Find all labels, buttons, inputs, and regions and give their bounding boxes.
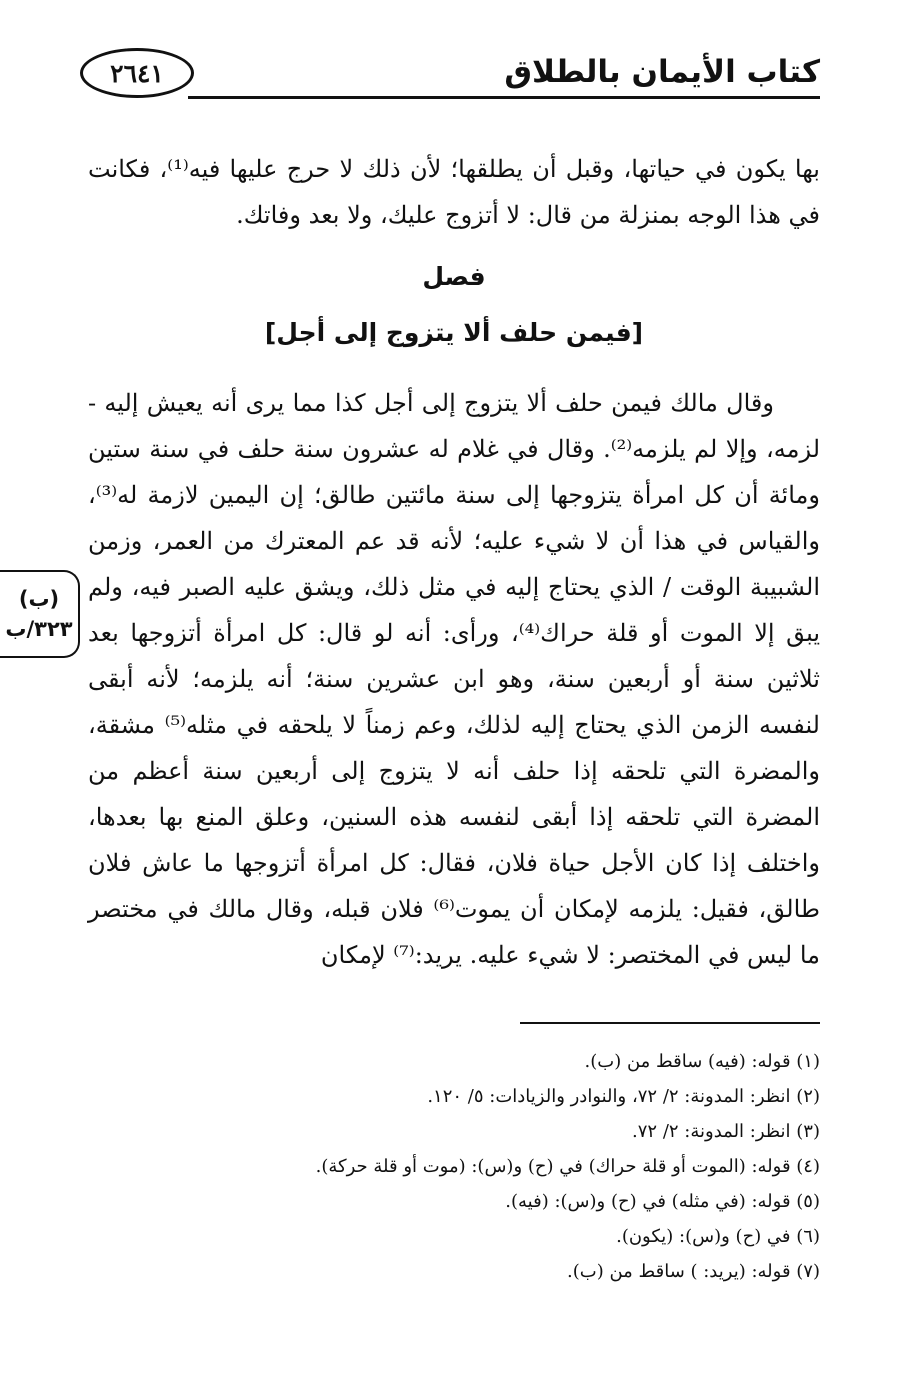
page-header (80, 46, 820, 106)
section-subheading: [فيمن حلف ألا يتزوج إلى أجل] (264, 318, 644, 347)
margin-note-line2: ٣٢٣/ب (5, 617, 73, 641)
manuscript-margin-note (0, 570, 80, 658)
paragraph-continuation: بها يكون في حياتها، وقبل أن يطلقها؛ لأن ذلك لا حرج عليها فيه⁽¹⁾، فكانت في هذا الوجه بمنزلة من قال: لا أتزوج عليك، ولا بعد وفاتك. (88, 155, 820, 229)
running-title: كتاب الأيمان بالطلاق (504, 54, 820, 90)
paragraph-main (88, 380, 820, 978)
page-number: ٢٦٤١ (80, 48, 194, 98)
footnote-rule (520, 1022, 820, 1024)
footnote-item: (٥) قوله: (في مثله) في (ح) و(س): (فيه). (505, 1191, 820, 1212)
margin-note-line1: (ب) (18, 587, 60, 611)
paragraph-main-text: وقال مالك فيمن حلف ألا يتزوج إلى أجل كذا مما يرى أنه يعيش إليه - لزمه، وإلا لم يلزمه⁽²⁾. وقال في غلام له عشرون سنة حلف في سنة ستين ومائة أن كل امرأة يتزوجها إلى سنة مائتين طالق؛ إن اليمين لازمة له⁽³⁾، والقياس في هذا أن لا شيء عليه؛ لأنه قد عم المعترك من العمر، وزمن الشبيبة الوقت / الذي يحتاج إليه في مثل ذلك، ويشق عليه الصبر فيه، ولم يبق إلا الموت أو قلة حراك⁽⁴⁾، ورأى: أنه لو قال: كل امرأة أتزوجها بعد ثلاثين سنة أو أربعين سنة، وهو ابن عشرين سنة؛ أنه يلزمه؛ لأنه أبقى لنفسه الزمن الذي يحتاج إليه لذلك، وعم زمناً لا يلحقه في مثله⁽⁵⁾ مشقة، والمضرة التي تلحقه إذا حلف أنه لا يتزوج إلى أربعين سنة أعظم من المضرة التي تلحقه إذا أبقى لنفسه هذه السنين، وعلق المنع بها بعدها، واختلف إذا كان الأجل حياة فلان، فقال: كل امرأة أتزوجها ما عاش فلان طالق، فقيل: يلزمه لإمكان أن يموت⁽⁶⁾ فلان قبله، وقال مالك في مختصر ما ليس في المختصر: لا شيء عليه. يريد:⁽⁷⁾ لإمكان (88, 389, 821, 969)
footnote-item: (٧) قوله: (يريد: ) ساقط من (ب). (567, 1261, 820, 1282)
section-heading: فصل (422, 262, 486, 291)
header-rule (188, 96, 820, 99)
footnote-item: (٢) انظر: المدونة: ٢/ ٧٢، والنوادر والزيادات: ٥/ ١٢٠. (427, 1086, 820, 1107)
footnote-item: (١) قوله: (فيه) ساقط من (ب). (584, 1051, 820, 1072)
footnote-item: (٤) قوله: (الموت أو قلة حراك) في (ح) و(س): (موت أو قلة حركة). (315, 1156, 820, 1177)
footnotes-list (88, 1044, 820, 1289)
footnote-item: (٣) انظر: المدونة: ٢/ ٧٢. (632, 1121, 820, 1142)
footnote-item: (٦) في (ح) و(س): (يكون). (616, 1226, 820, 1247)
